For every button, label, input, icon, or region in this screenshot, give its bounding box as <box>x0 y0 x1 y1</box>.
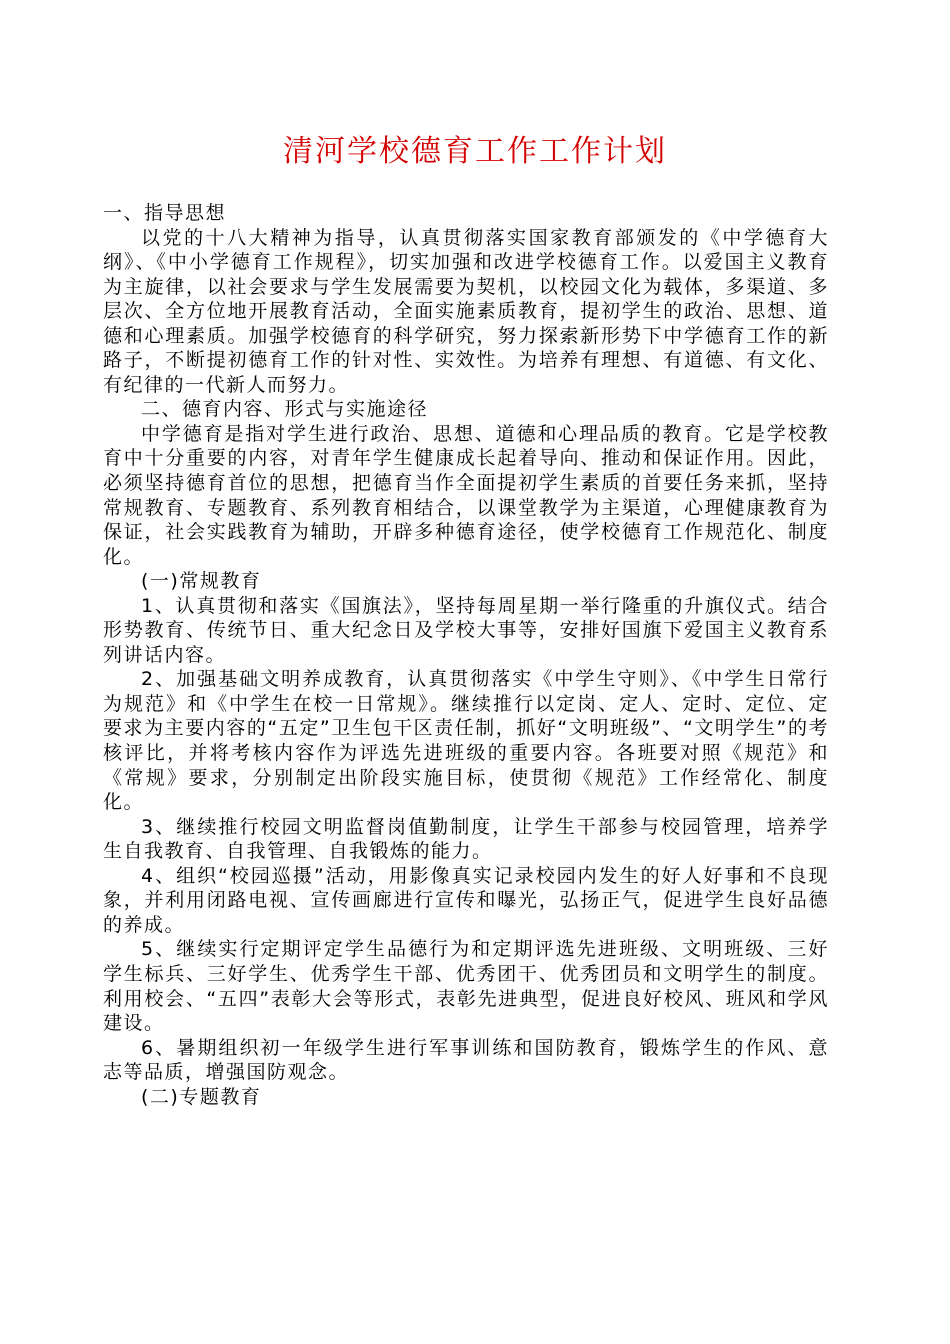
subsection-heading-topic-education: (二)专题教育 <box>141 1085 262 1108</box>
document-title: 清河学校德育工作工作计划 <box>283 134 667 169</box>
paragraph-guiding-thought: 以党的十八大精神为指导，认真贯彻落实国家教育部颁发的《中学德育大纲》、《中小学德育工作规程》，切实加强和改进学校德育工作。以爱国主义教育为主旋律，以社会要求与学生发展需要为契机，以校园文化为载体，多渠道、多层次、全方位地开展教育活动，全面实施素质教育，提初学生的政治、思想、道德和心理素质。加强学校德育的科学研究，努力探索新形势下中学德育工作的新路子，不断提初德育工作的针对性、实效性。为培养有理想、有道德、有文化、有纪律的一代新人而努力。 <box>103 226 829 396</box>
list-item-2: 2、加强基础文明养成教育，认真贯彻落实《中学生守则》、《中学生日常行为规范》和《中学生在校一日常规》。继续推行以定岗、定人、定时、定位、定要求为主要内容的“五定”卫生包干区责任制，抓好“文明班级”、“文明学生”的考核评比，并将考核内容作为评选先进班级的重要内容。各班要对照《规范》和《常规》要求，分别制定出阶段实施目标，使贯彻《规范》工作经常化、制度化。 <box>103 668 829 814</box>
list-item-4: 4、组织“校园巡摄”活动，用影像真实记录校园内发生的好人好事和不良现象，并利用闭路电视、宣传画廊进行宣传和曝光，弘扬正气，促进学生良好品德的养成。 <box>103 864 829 936</box>
list-item-1: 1、认真贯彻和落实《国旗法》，坚持每周星期一举行隆重的升旗仪式。结合形势教育、传统节日、重大纪念日及学校大事等，安排好国旗下爱国主义教育系列讲话内容。 <box>103 594 829 666</box>
paragraph-moral-content: 中学德育是指对学生进行政治、思想、道德和心理品质的教育。它是学校教育中十分重要的内容，对青年学生健康成长起着导向、推动和保证作用。因此，必须坚持德育首位的思想，把德育当作全面提初学生素质的首要任务来抓，坚持常规教育、专题教育、系列教育相结合，以课堂教学为主渠道，心理健康教育为保证，社会实践教育为辅助，开辟多种德育途径，使学校德育工作规范化、制度化。 <box>103 422 829 568</box>
list-item-5: 5、继续实行定期评定学生品德行为和定期评选先进班级、文明班级、三好学生标兵、三好学生、优秀学生干部、优秀团干、优秀团员和文明学生的制度。利用校会、“五四”表彰大会等形式，表彰先进典型，促进良好校风、班风和学风建设。 <box>103 938 829 1035</box>
section-heading-guiding-thought: 一、指导思想 <box>103 202 227 224</box>
subsection-heading-routine-education: (一)常规教育 <box>141 570 262 593</box>
list-item-3: 3、继续推行校园文明监督岗值勤制度，让学生干部参与校园管理，培养学生自我教育、自我管理、自我锻炼的能力。 <box>103 815 829 863</box>
list-item-6: 6、暑期组织初一年级学生进行军事训练和国防教育，锻炼学生的作风、意志等品质，增强国防观念。 <box>103 1036 829 1084</box>
document-body <box>103 201 829 1109</box>
section-heading-moral-content: 二、德育内容、形式与实施途径 <box>141 398 429 421</box>
